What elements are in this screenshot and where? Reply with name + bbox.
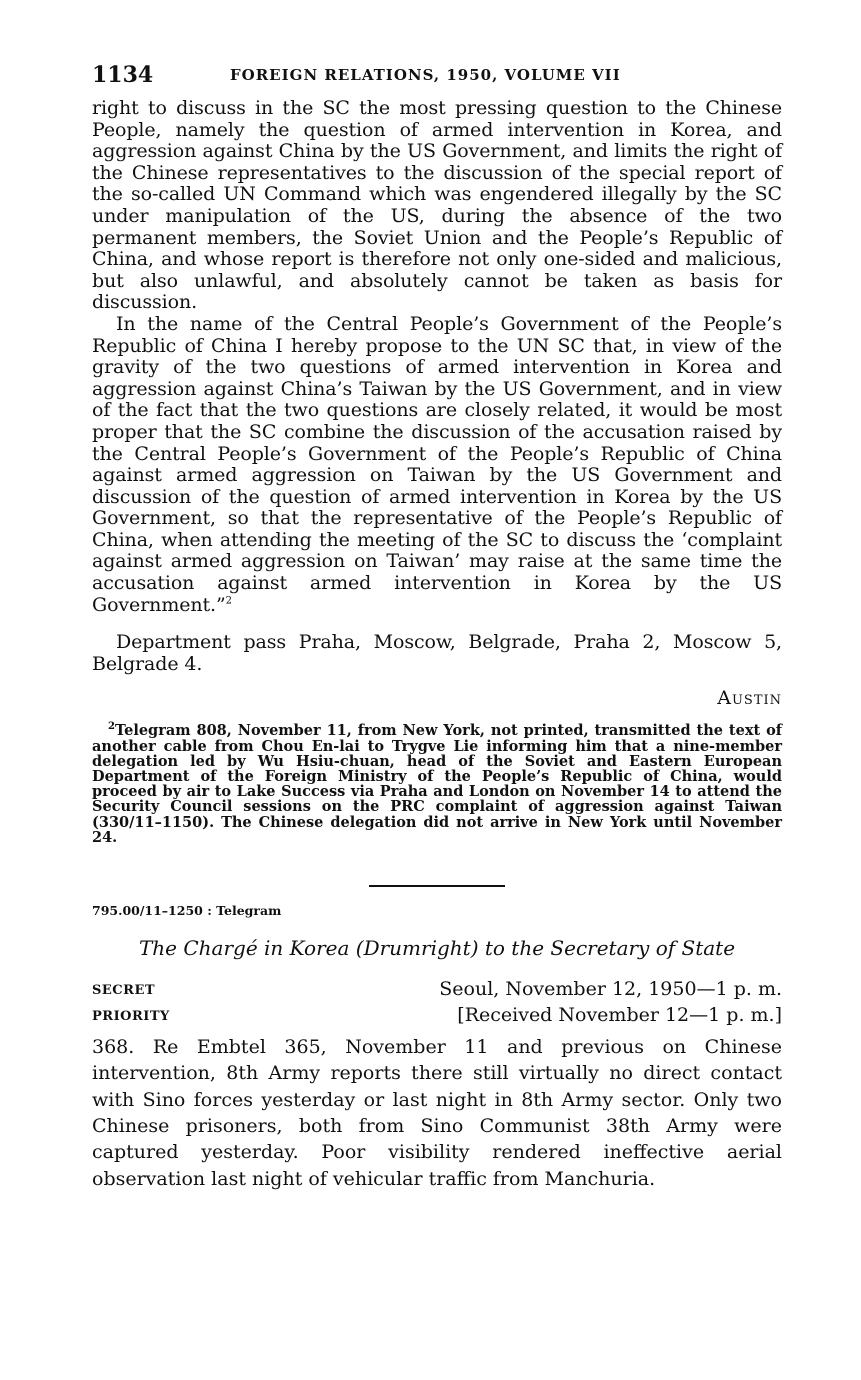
footnote-marker: 2	[108, 721, 115, 733]
paragraph-continued: right to discuss in the SC the most pressing question to the Chinese People, namely the question of armed intervention in Korea, and aggression against China by the US Government, and limits the right of the Chinese representatives to the discussion of the special report of the so-called UN Command which was engendered illegally by the SC under manipulation of the US, during the absence of the two permanent members, the Soviet Union and the People’s Republic of China, and whose report is therefore not only one-sided and malicious, but also unlawful, and absolutely cannot be taken as basis for discussion.	[92, 97, 782, 314]
meta-row-classification	[92, 978, 782, 1004]
telegram-metadata	[92, 978, 782, 1030]
main-text	[92, 98, 782, 675]
page-header	[92, 62, 782, 98]
footnote	[92, 723, 782, 845]
running-head: FOREIGN RELATIONS, 1950, VOLUME VII	[230, 66, 621, 84]
footnote-text: Telegram 808, November 11, from New York, not printed, transmitted the text of another cable from Chou En-lai to Trygve Lie informing him that a nine-member delegation led by Wu Hsiu-chuan, head of the Soviet and Eastern European Department of the Foreign Ministry of the People’s Republic of China, would proceed by air to Lake Success via Praha and London on November 14 to attend the Security Council sessions on the PRC complaint of aggression against Taiwan (330/11–1150). The Chinese delegation did not arrive in New York until November 24.	[92, 722, 782, 846]
paragraph-proposal	[92, 314, 782, 616]
file-reference: 795.00/11–1250 : Telegram	[92, 903, 282, 919]
meta-row-priority	[92, 1004, 782, 1030]
section-divider	[369, 885, 505, 887]
document-title: The Chargé in Korea (Drumright) to the Secretary of State	[138, 936, 736, 961]
page-number: 1134	[92, 62, 154, 88]
document-page	[92, 62, 782, 1211]
place-date: Seoul, November 12, 1950—1 p. m.	[439, 978, 782, 1001]
classification: SECRET	[92, 983, 156, 999]
paragraph-proposal-text: In the name of the Central People’s Government of the People’s Republic of China I hereby propose to the UN SC that, in view of the gravity of the two questions of armed intervention in Korea and aggression against China’s Taiwan by the US Government, and in view of the fact that the two questions are closely related, it would be most proper that the SC combine the discussion of the accusation raised by the Central People’s Government of the People’s Republic of China against armed aggression on Taiwan by the US Government and discussion of the question of armed intervention in Korea by the US Government, so that the representative of the People’s Republic of China, when attending the meeting of the SC to discuss the ‘complaint against armed aggression on Taiwan’ may raise at the same time the accusation against armed intervention in Korea by the US Government.”	[92, 312, 782, 616]
footnote-ref: 2	[225, 595, 232, 607]
priority: PRIORITY	[92, 1009, 170, 1025]
signature: Austin	[717, 687, 782, 710]
received-note: [Received November 12—1 p. m.]	[457, 1004, 782, 1027]
telegram-body: 368. Re Embtel 365, November 11 and previous on Chinese intervention, 8th Army reports there still virtually no direct contact with Sino forces yesterday or last night in 8th Army sector. Only two Chinese prisoners, both from Sino Communist 38th Army were captured yesterday. Poor visibility rendered ineffective aerial observation last night of vehicular traffic from Manchuria.	[92, 1036, 782, 1190]
paragraph-department: Department pass Praha, Moscow, Belgrade, Praha 2, Moscow 5, Belgrade 4.	[92, 631, 782, 675]
